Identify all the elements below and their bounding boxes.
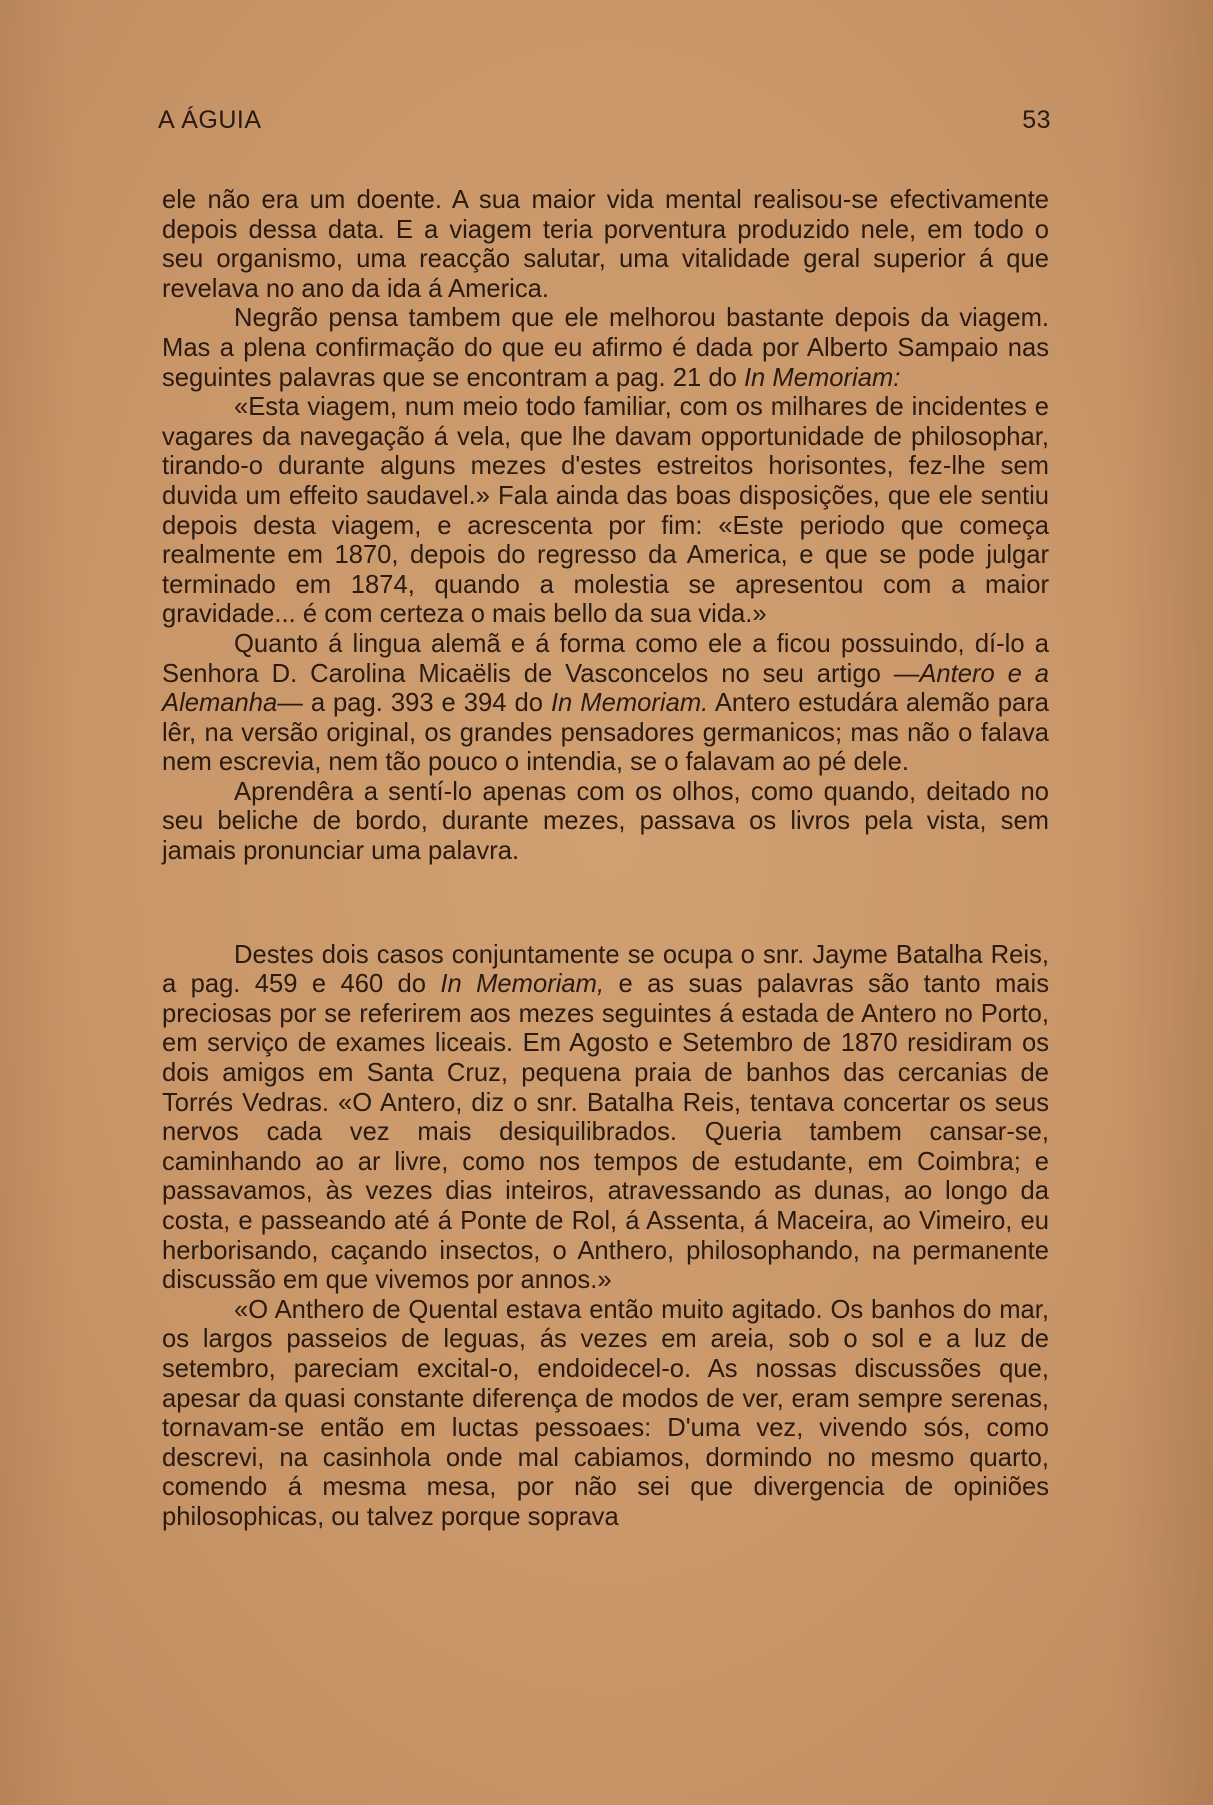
paragraph (162, 630, 1049, 778)
text-run: ele não era um doente. A sua maior vida mental realisou-se efectivamente depois dessa data. E a viagem teria porventura produzido nele, em todo o seu organismo, uma reacção salutar, uma vitalidade geral superior á que revelava no ano da ida á America. (162, 186, 1049, 303)
page-number: 53 (1022, 106, 1051, 134)
text-run: e as suas palavras são tanto mais preciosas por se referirem aos mezes seguintes á estada de Antero no Porto, em serviço de exames liceais. Em Agosto e Setembro de 1870 residiram os dois amigos em Santa Cruz, pequena praia de banhos das cercanias de Torrés Vedras. «O Antero, diz o snr. Batalha Reis, tentava concertar os seus nervos cada vez mais desiquilibrados. Queria tambem cansar-se, caminhando ao ar livre, como nos tempos de estudante, em Coimbra; e passavamos, às vezes dias inteiros, atravessando as dunas, ao longo da costa, e passeando até á Ponte de Rol, á Assenta, á Maceira, ao Vimeiro, eu herborisando, caçando insectos, o Anthero, philosophando, na permanente discussão em que vivemos por annos.» (162, 970, 1049, 1295)
paragraph (162, 304, 1049, 393)
text-run: «O Anthero de Quental estava então muito agitado. Os banhos do mar, os largos passeios de leguas, ás vezes em areia, sob o sol e a luz de setembro, pareciam excital-o, endoidecel-o. As nossas discussões que, apesar da quasi constante diferença de modos de ver, eram sempre serenas, tornavam-se então em luctas pessoaes: D'uma vez, vivendo sós, como descrevi, na casinhola onde mal cabiamos, dormindo no mesmo quarto, comendo á mesma mesa, por não sei que divergencia de opiniões philosophicas, ou talvez porque soprava (162, 1295, 1049, 1531)
italic-text: In Memoriam: (743, 363, 901, 392)
paragraph (162, 393, 1049, 630)
text-run: Antero estudára alemão para lêr, na versão original, os grandes pensadores germanicos; mas não o falava nem escrevia, nem tão pouco o intendia, se o falavam ao pé dele. (162, 689, 1049, 777)
italic-text: Antero e a Alemanha (162, 659, 1049, 718)
text-run: — a pag. 393 e 394 do (277, 689, 551, 718)
italic-text: In Memoriam. (550, 689, 709, 718)
running-title: A ÁGUIA (158, 106, 262, 134)
text-run: Destes dois casos conjuntamente se ocupa o snr. Jayme Batalha Reis, a pag. 459 e 460 do (162, 940, 1049, 999)
italic-text: In Memoriam, (440, 970, 605, 999)
body-text (162, 186, 1049, 1533)
paragraph (162, 778, 1049, 867)
text-run: Quanto á lingua alemã e á forma como ele a ficou possuindo, dí-lo a Senhora D. Carolina Micaëlis de Vasconcelos no seu artigo — (162, 629, 1049, 688)
text-run: Aprendêra a sentí-lo apenas com os olhos, como quando, deitado no seu beliche de bordo, durante mezes, passava os livros pela vista, sem jamais pronunciar uma palavra. (162, 777, 1049, 866)
paragraph (162, 941, 1049, 1296)
text-run: «Esta viagem, num meio todo familiar, com os milhares de incidentes e vagares da navegação á vela, que lhe davam opportunidade de philosophar, tirando-o durante alguns mezes d'estes estreitos horisontes, fez-lhe sem duvida um effeito saudavel.» Fala ainda das boas disposições, que ele sentiu depois desta viagem, e acrescenta por fim: «Este periodo que começa realmente em 1870, depois do regresso da America, e que se pode julgar terminado em 1874, quando a molestia se apresentou com a maior gravidade... é com certeza o mais bello da sua vida.» (162, 393, 1049, 629)
section-break (162, 867, 1049, 941)
paragraph (162, 1296, 1049, 1533)
paragraph (162, 186, 1049, 304)
text-run: Negrão pensa tambem que ele melhorou bastante depois da viagem. Mas a plena confirmação do que eu afirmo é dada por Alberto Sampaio nas seguintes palavras que se encontram a pag. 21 do (162, 304, 1049, 392)
page-header (158, 106, 1051, 142)
